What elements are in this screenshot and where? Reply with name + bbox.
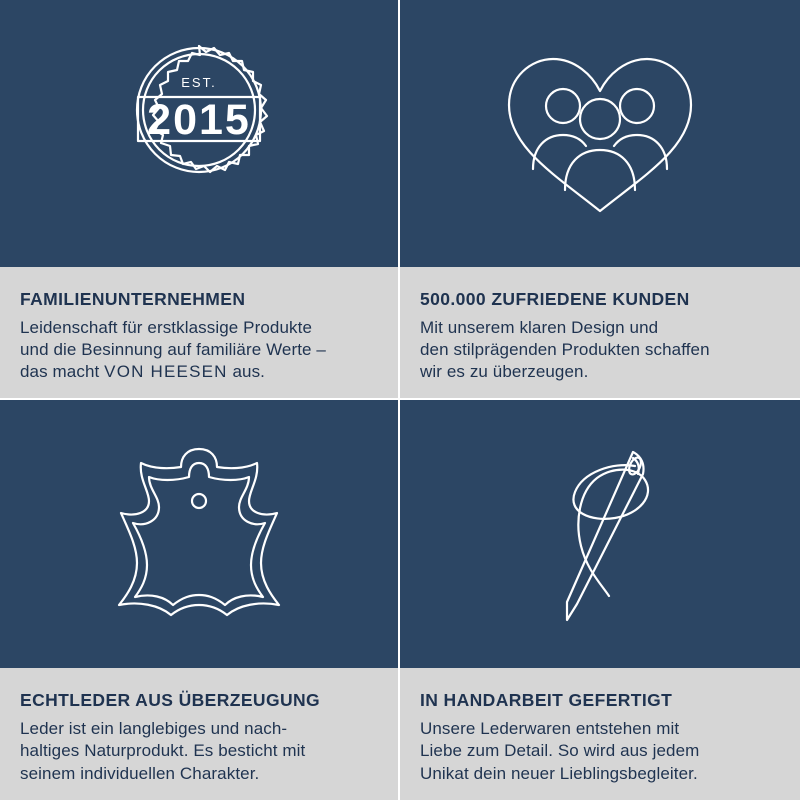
feature-title-family-business: FAMILIENUNTERNEHMEN xyxy=(20,288,246,309)
feature-body-handmade xyxy=(420,718,776,785)
badge-est-label: EST. xyxy=(181,75,217,91)
brand-name: VON HEESEN xyxy=(104,362,228,382)
feature-body-line-1: Leidenschaft für erstklassige Produkte xyxy=(20,317,313,337)
icon-panel-heart-family xyxy=(400,0,800,267)
feature-cell-handmade xyxy=(400,400,800,800)
feature-cell-happy-customers xyxy=(400,0,800,400)
icon-panel-needle-thread xyxy=(400,400,800,668)
est-2015-badge-icon xyxy=(104,38,294,228)
needle-and-thread-icon xyxy=(505,434,695,634)
icon-panel-est-2015 xyxy=(0,0,398,267)
feature-body-line-2: Liebe zum Detail. So wird aus jedem xyxy=(420,741,700,761)
feature-title-happy-customers: 500.000 ZUFRIEDENE KUNDEN xyxy=(420,288,690,309)
feature-body-line-3: wir es zu überzeugen. xyxy=(420,362,589,382)
feature-title-handmade: IN HANDARBEIT GEFERTIGT xyxy=(420,690,673,710)
text-panel-real-leather xyxy=(0,668,398,800)
feature-body-line-1: Unsere Lederwaren entstehen mit xyxy=(420,719,680,738)
feature-body-line-3 xyxy=(20,361,374,383)
feature-body-family-business xyxy=(20,317,374,384)
feature-body-real-leather xyxy=(20,718,374,785)
feature-body-line-1: Leder ist ein langlebiges und nach- xyxy=(20,719,288,738)
heart-family-icon xyxy=(495,43,705,223)
text-panel-handmade xyxy=(400,668,800,800)
feature-body-happy-customers xyxy=(420,317,776,384)
feature-body-line-2: den stilprägenden Produkten schaffen xyxy=(420,340,710,360)
feature-body-line-3-pre: das macht xyxy=(20,362,105,382)
feature-body-line-2: haltiges Naturprodukt. Es besticht mit xyxy=(20,741,306,761)
badge-year-label: 2015 xyxy=(147,96,251,145)
feature-title-real-leather: ECHTLEDER AUS ÜBERZEUGUNG xyxy=(20,690,321,710)
feature-body-line-2: und die Besinnung auf familiäre Werte – xyxy=(20,340,326,360)
leather-hide-icon xyxy=(99,439,299,629)
feature-body-line-3-post: aus. xyxy=(227,362,265,382)
feature-cell-family-business xyxy=(0,0,400,400)
feature-cell-real-leather xyxy=(0,400,400,800)
feature-body-line-1: Mit unserem klaren Design und xyxy=(420,317,659,337)
text-panel-family-business xyxy=(0,267,398,398)
feature-body-line-3: seinem individuellen Charakter. xyxy=(20,763,260,783)
icon-panel-leather-hide xyxy=(0,400,398,668)
text-panel-happy-customers xyxy=(400,267,800,398)
feature-body-line-3: Unikat dein neuer Lieblingsbegleiter. xyxy=(420,763,698,783)
